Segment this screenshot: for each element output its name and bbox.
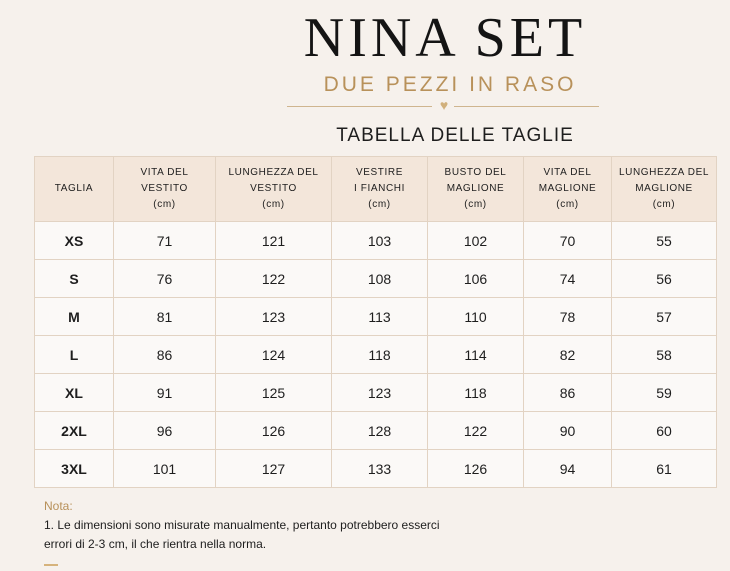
measurement-cell: 126 — [216, 412, 332, 450]
column-header-line1: LUNGHEZZA DEL — [228, 167, 319, 178]
measurement-cell: 133 — [332, 450, 428, 488]
measurement-cell: 57 — [612, 298, 717, 336]
column-header-unit: (cm) — [368, 199, 391, 210]
measurement-cell: 94 — [524, 450, 612, 488]
heart-icon: ♥ — [439, 97, 449, 113]
measurement-cell: 61 — [612, 450, 717, 488]
column-header-line2: MAGLIONE — [538, 183, 597, 194]
measurement-cell: 60 — [612, 412, 717, 450]
column-header-line1: BUSTO DEL — [444, 167, 507, 178]
ornament-divider — [287, 97, 599, 114]
column-header — [332, 157, 428, 222]
divider-line-left — [287, 106, 432, 107]
table-row — [35, 450, 717, 488]
note-text-line-2: errori di 2-3 cm, il che rientra nella norma. — [44, 537, 267, 551]
column-header — [428, 157, 524, 222]
table-row — [35, 222, 717, 260]
column-header — [612, 157, 717, 222]
table-header-row — [35, 157, 717, 222]
size-cell: 3XL — [35, 450, 114, 488]
measurement-cell: 71 — [114, 222, 216, 260]
size-table-title: TABELLA DELLE TAGLIE — [336, 125, 574, 146]
measurement-cell: 124 — [216, 336, 332, 374]
measurement-cell: 102 — [428, 222, 524, 260]
column-header-line1: LUNGHEZZA DEL — [618, 167, 710, 178]
measurement-cell: 122 — [216, 260, 332, 298]
table-row — [35, 336, 717, 374]
size-chart-table — [34, 156, 717, 488]
column-header-line1: VESTIRE — [356, 167, 403, 178]
measurement-cell: 90 — [524, 412, 612, 450]
column-header-unit: (cm) — [556, 199, 579, 210]
measurement-cell: 81 — [114, 298, 216, 336]
size-cell: S — [35, 260, 114, 298]
measurement-cell: 91 — [114, 374, 216, 412]
size-cell: M — [35, 298, 114, 336]
table-row — [35, 374, 717, 412]
note-section — [44, 497, 564, 554]
column-header — [35, 157, 114, 222]
measurement-cell: 127 — [216, 450, 332, 488]
measurement-cell: 108 — [332, 260, 428, 298]
measurement-cell: 123 — [216, 298, 332, 336]
column-header — [524, 157, 612, 222]
measurement-cell: 123 — [332, 374, 428, 412]
measurement-cell: 82 — [524, 336, 612, 374]
measurement-cell: 56 — [612, 260, 717, 298]
divider-line-right — [454, 106, 599, 107]
measurement-cell: 74 — [524, 260, 612, 298]
measurement-cell: 96 — [114, 412, 216, 450]
column-header-line2: VESTITO — [141, 183, 188, 194]
measurement-cell: 128 — [332, 412, 428, 450]
column-header-line2: VESTITO — [250, 183, 297, 194]
measurement-cell: 101 — [114, 450, 216, 488]
measurement-cell: 125 — [216, 374, 332, 412]
measurement-cell: 113 — [332, 298, 428, 336]
note-text-line-1: 1. Le dimensioni sono misurate manualmente, pertanto potrebbero esserci — [44, 518, 440, 532]
page-subtitle: DUE PEZZI IN RASO — [323, 73, 577, 96]
size-cell: XS — [35, 222, 114, 260]
bottom-decoration — [44, 564, 58, 569]
measurement-cell: 78 — [524, 298, 612, 336]
measurement-cell: 76 — [114, 260, 216, 298]
column-header-line1: VITA DEL — [140, 167, 189, 178]
column-header-unit: (cm) — [153, 199, 176, 210]
column-header-unit: (cm) — [464, 199, 487, 210]
column-header-line2: MAGLIONE — [446, 183, 505, 194]
measurement-cell: 55 — [612, 222, 717, 260]
column-header-unit: (cm) — [262, 199, 285, 210]
measurement-cell: 118 — [428, 374, 524, 412]
measurement-cell: 86 — [114, 336, 216, 374]
measurement-cell: 121 — [216, 222, 332, 260]
column-header-line2: MAGLIONE — [635, 183, 693, 194]
measurement-cell: 106 — [428, 260, 524, 298]
measurement-cell: 114 — [428, 336, 524, 374]
column-header-line1: VITA DEL — [543, 167, 592, 178]
column-header-unit: (cm) — [652, 199, 676, 210]
table-row — [35, 260, 717, 298]
size-cell: L — [35, 336, 114, 374]
table-row — [35, 412, 717, 450]
size-cell: XL — [35, 374, 114, 412]
measurement-cell: 118 — [332, 336, 428, 374]
measurement-cell: 59 — [612, 374, 717, 412]
note-label: Nota: — [44, 499, 73, 513]
column-header-line1: TAGLIA — [54, 183, 94, 194]
page-title: NINA SET — [303, 7, 587, 69]
measurement-cell: 126 — [428, 450, 524, 488]
column-header-line2: I FIANCHI — [354, 183, 405, 194]
measurement-cell: 103 — [332, 222, 428, 260]
measurement-cell: 58 — [612, 336, 717, 374]
measurement-cell: 122 — [428, 412, 524, 450]
column-header — [216, 157, 332, 222]
table-row — [35, 298, 717, 336]
column-header — [114, 157, 216, 222]
table-body — [35, 222, 717, 488]
size-cell: 2XL — [35, 412, 114, 450]
measurement-cell: 86 — [524, 374, 612, 412]
measurement-cell: 110 — [428, 298, 524, 336]
measurement-cell: 70 — [524, 222, 612, 260]
